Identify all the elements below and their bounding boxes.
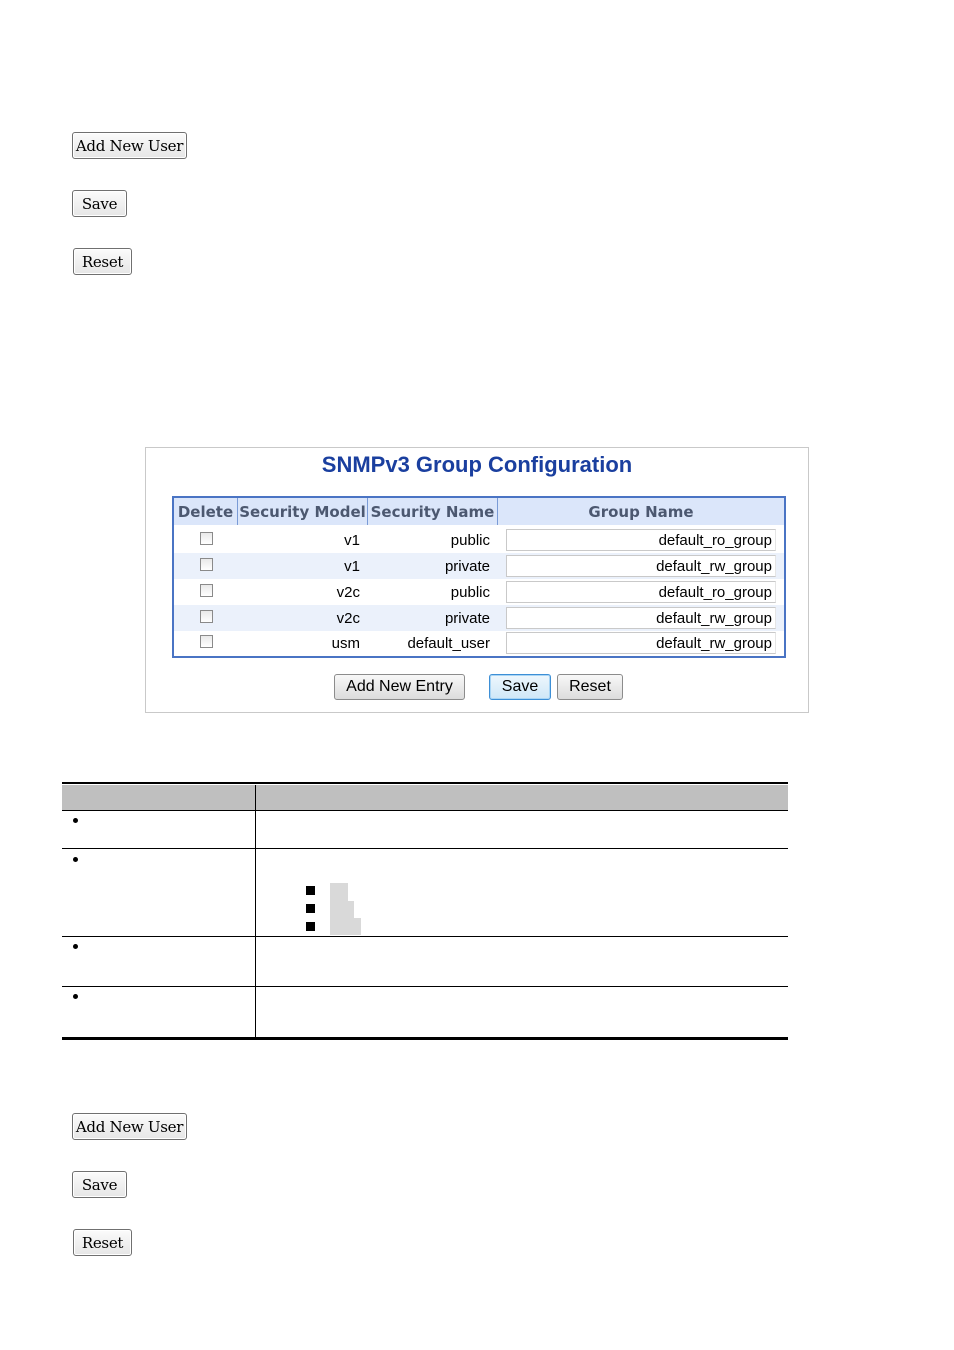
table-row bbox=[174, 579, 784, 605]
panel-title: SNMPv3 Group Configuration bbox=[321, 452, 633, 477]
group-name-input[interactable]: default_ro_group bbox=[506, 529, 776, 551]
save-button[interactable]: Save bbox=[72, 1171, 127, 1198]
reset-button[interactable]: Reset bbox=[73, 1229, 132, 1256]
square-bullet-icon bbox=[306, 904, 315, 913]
group-name-input[interactable]: default_rw_group bbox=[506, 632, 776, 654]
column-divider bbox=[255, 785, 256, 1037]
delete-checkbox[interactable] bbox=[200, 558, 213, 571]
shaded-block bbox=[330, 883, 348, 935]
security-name: public bbox=[450, 531, 490, 549]
group-name-input[interactable]: default_ro_group bbox=[506, 581, 776, 603]
col-header-group-name: Group Name bbox=[498, 498, 784, 525]
reset-button[interactable]: Reset bbox=[73, 248, 132, 275]
security-model: v1 bbox=[344, 557, 360, 575]
add-new-entry-button[interactable]: Add New Entry bbox=[334, 674, 465, 700]
table-row bbox=[174, 553, 784, 579]
security-model: v1 bbox=[344, 531, 360, 549]
bullet-icon bbox=[73, 818, 78, 823]
col-header-security-name: Security Name bbox=[368, 498, 498, 525]
col-header-security-model: Security Model bbox=[238, 498, 368, 525]
shaded-block bbox=[354, 918, 361, 935]
table-row bbox=[174, 527, 784, 553]
row-divider bbox=[62, 936, 788, 937]
bullet-icon bbox=[73, 857, 78, 862]
row-divider bbox=[62, 848, 788, 849]
table-row bbox=[174, 630, 784, 656]
square-bullet-icon bbox=[306, 922, 315, 931]
col-header-delete: Delete bbox=[174, 498, 238, 525]
bullet-icon bbox=[73, 994, 78, 999]
delete-checkbox[interactable] bbox=[200, 610, 213, 623]
add-new-user-button[interactable]: Add New User bbox=[72, 132, 187, 159]
security-model: usm bbox=[331, 634, 360, 652]
group-name-input[interactable]: default_rw_group bbox=[506, 555, 776, 577]
security-model: v2c bbox=[336, 609, 360, 627]
security-name: private bbox=[444, 557, 490, 575]
square-bullet-icon bbox=[306, 886, 315, 895]
table-row bbox=[174, 605, 784, 631]
description-table-header bbox=[62, 785, 788, 810]
group-table bbox=[172, 496, 786, 658]
row-divider bbox=[62, 986, 788, 987]
table-top-rule bbox=[62, 782, 788, 784]
security-model: v2c bbox=[336, 583, 360, 601]
security-name: private bbox=[444, 609, 490, 627]
delete-checkbox[interactable] bbox=[200, 532, 213, 545]
panel-save-button[interactable]: Save bbox=[489, 674, 551, 700]
row-divider bbox=[62, 810, 788, 811]
delete-checkbox[interactable] bbox=[200, 584, 213, 597]
security-name: public bbox=[450, 583, 490, 601]
add-new-user-button[interactable]: Add New User bbox=[72, 1113, 187, 1140]
save-button[interactable]: Save bbox=[72, 190, 127, 217]
delete-checkbox[interactable] bbox=[200, 635, 213, 648]
table-bottom-rule bbox=[62, 1037, 788, 1040]
group-name-input[interactable]: default_rw_group bbox=[506, 607, 776, 629]
panel-reset-button[interactable]: Reset bbox=[557, 674, 623, 700]
security-name: default_user bbox=[407, 634, 490, 652]
bullet-icon bbox=[73, 944, 78, 949]
